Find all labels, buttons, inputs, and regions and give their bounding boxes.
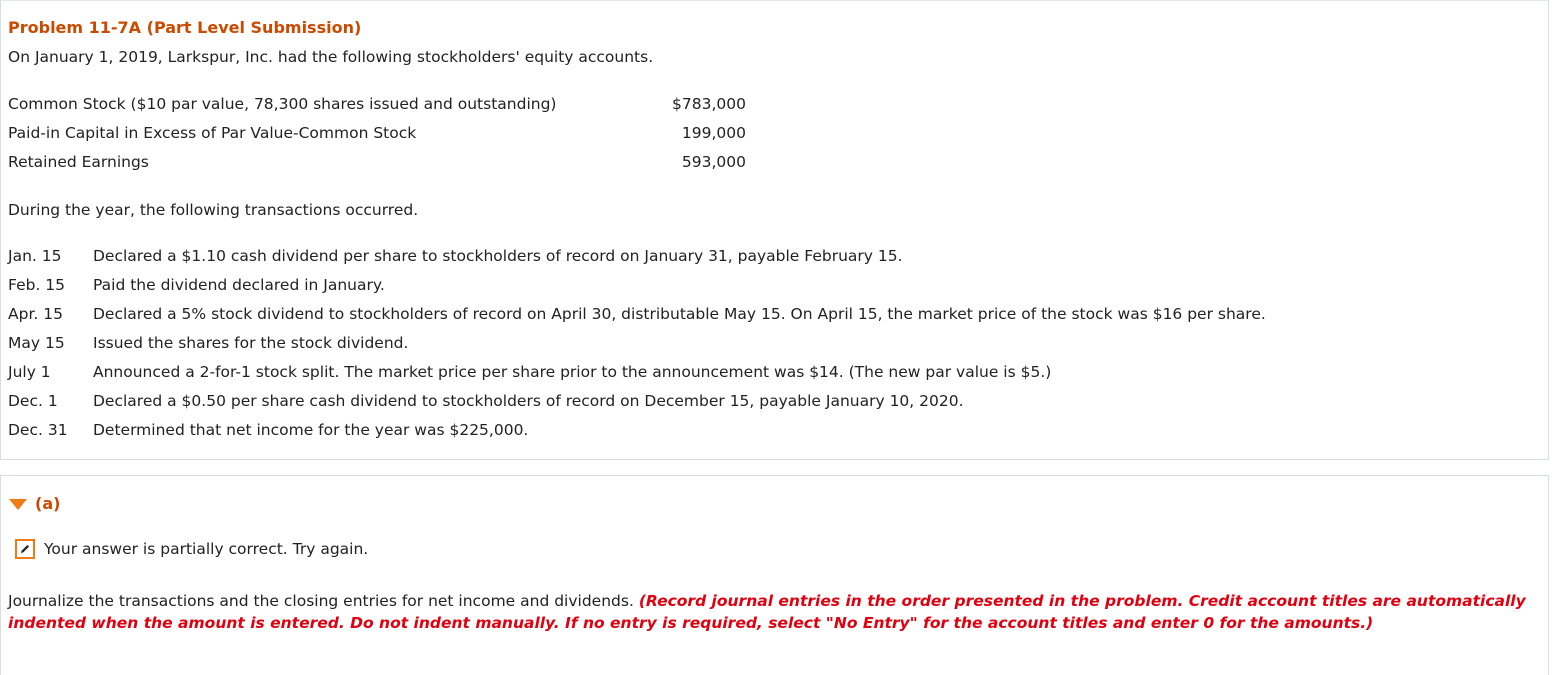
transaction-date: July 1 xyxy=(8,362,51,381)
problem-intro: On January 1, 2019, Larkspur, Inc. had the following stockholders' equity accounts. xyxy=(8,48,654,66)
account-amount: $783,000 xyxy=(672,94,746,113)
collapse-triangle-icon[interactable] xyxy=(9,499,27,510)
transaction-date: Jan. 15 xyxy=(8,246,62,265)
transaction-date: Dec. 31 xyxy=(8,420,68,439)
transaction-text: Paid the dividend declared in January. xyxy=(93,275,385,294)
equity-row xyxy=(8,118,746,147)
answer-status xyxy=(15,539,368,559)
transactions-table xyxy=(8,241,1266,444)
transaction-text: Declared a 5% stock dividend to stockholders of record on April 30, distributable May 15. On April 15, the market price of the stock was $16 per share. xyxy=(93,304,1266,323)
transaction-row xyxy=(8,386,1266,415)
equity-row xyxy=(8,147,746,176)
transaction-row xyxy=(8,241,1266,270)
instruction-text: Journalize the transactions and the closing entries for net income and dividends. xyxy=(8,592,634,610)
equity-row xyxy=(8,89,746,118)
account-amount: 593,000 xyxy=(681,152,746,171)
transaction-date: Apr. 15 xyxy=(8,304,63,323)
pencil-icon xyxy=(15,539,35,559)
part-label[interactable]: (a) xyxy=(35,494,61,513)
instruction-note: (Record journal entries in the order presented in the problem. Credit account titles are automatically indented when the amount is entered. Do not indent manually. If no entry is required, select "No Entry" for the account titles and enter 0 for the amounts.) xyxy=(8,592,1526,632)
equity-accounts-table xyxy=(8,89,746,176)
transaction-text: Announced a 2-for-1 stock split. The market price per share prior to the announcement was $14. (The new par value is $5.) xyxy=(93,362,1052,381)
part-a-toggle[interactable] xyxy=(9,494,60,513)
problem-title: Problem 11-7A (Part Level Submission) xyxy=(8,18,362,37)
transaction-row xyxy=(8,299,1266,328)
transaction-row xyxy=(8,328,1266,357)
instructions xyxy=(8,590,1543,634)
account-amount: 199,000 xyxy=(681,123,746,142)
transaction-date: Dec. 1 xyxy=(8,391,58,410)
status-text: Your answer is partially correct. Try again. xyxy=(44,540,369,558)
transaction-row xyxy=(8,357,1266,386)
transactions-intro: During the year, the following transactions occurred. xyxy=(8,201,419,219)
transaction-date: May 15 xyxy=(8,333,65,352)
account-name: Paid-in Capital in Excess of Par Value-Common Stock xyxy=(8,123,417,142)
transaction-row xyxy=(8,270,1266,299)
account-name: Retained Earnings xyxy=(8,152,149,171)
transaction-text: Issued the shares for the stock dividend. xyxy=(93,333,409,352)
transaction-text: Declared a $1.10 cash dividend per share to stockholders of record on January 31, payable February 15. xyxy=(93,246,903,265)
account-name: Common Stock ($10 par value, 78,300 shares issued and outstanding) xyxy=(8,94,557,113)
part-a-panel xyxy=(0,475,1549,675)
transaction-date: Feb. 15 xyxy=(8,275,66,294)
transaction-text: Determined that net income for the year was $225,000. xyxy=(93,420,529,439)
transaction-text: Declared a $0.50 per share cash dividend to stockholders of record on December 15, payable January 10, 2020. xyxy=(93,391,964,410)
transaction-row xyxy=(8,415,1266,444)
